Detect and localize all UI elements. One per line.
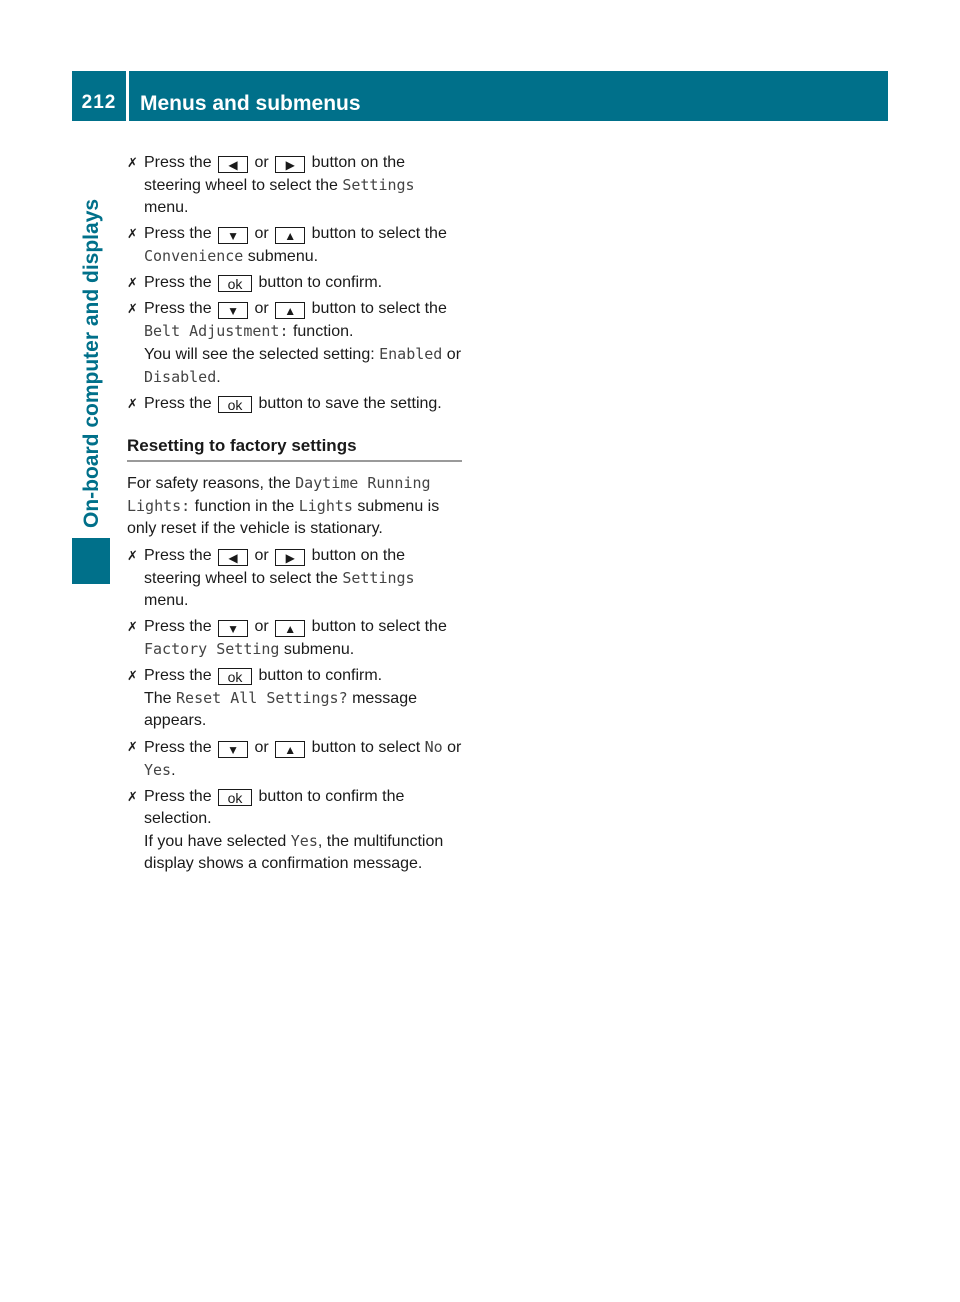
step-arrow-icon: ✗ xyxy=(127,396,138,411)
main-content xyxy=(127,152,462,879)
up-button-icon: ▲ xyxy=(275,302,305,319)
instruction-step: ✗ Press the ok button to confirm. The Reset All Settings? message appears. xyxy=(127,667,417,729)
section-heading: Resetting to factory settings xyxy=(127,435,462,462)
step-arrow-icon: ✗ xyxy=(127,548,138,563)
step-arrow-icon: ✗ xyxy=(127,301,138,316)
section-title: Menus and submenus xyxy=(140,92,361,115)
step-arrow-icon: ✗ xyxy=(127,155,138,170)
instruction-step: ✗ Press the ▼ or ▲ button to select the Belt Adjustment: function. You will see the selected setting: Enabled or Disabled. xyxy=(127,300,462,386)
up-button-icon: ▲ xyxy=(275,620,305,637)
side-tab-label: On-board computer and displays xyxy=(80,198,103,528)
header-divider xyxy=(126,71,129,121)
down-button-icon: ▼ xyxy=(218,620,248,637)
right-button-icon: ▶ xyxy=(275,549,305,566)
down-button-icon: ▼ xyxy=(218,227,248,244)
instruction-step: ✗ Press the ▼ or ▲ button to select the Convenience submenu. xyxy=(127,225,447,265)
instruction-step: ✗ Press the ◀ or ▶ button on the steering wheel to select the Settings menu. xyxy=(127,154,415,216)
ok-button-icon: ok xyxy=(218,668,252,685)
left-button-icon: ◀ xyxy=(218,549,248,566)
step-arrow-icon: ✗ xyxy=(127,619,138,634)
step-arrow-icon: ✗ xyxy=(127,226,138,241)
side-tab-marker xyxy=(72,538,110,584)
left-button-icon: ◀ xyxy=(218,156,248,173)
instruction-step: ✗ Press the ok button to confirm. xyxy=(127,274,383,292)
ok-button-icon: ok xyxy=(218,789,252,806)
right-button-icon: ▶ xyxy=(275,156,305,173)
page-number: 212 xyxy=(81,92,117,113)
ok-button-icon: ok xyxy=(218,396,252,413)
step-arrow-icon: ✗ xyxy=(127,739,138,754)
down-button-icon: ▼ xyxy=(218,741,248,758)
up-button-icon: ▲ xyxy=(275,741,305,758)
instruction-step: ✗ Press the ◀ or ▶ button on the steering wheel to select the Settings menu. xyxy=(127,547,415,609)
ok-button-icon: ok xyxy=(218,275,252,292)
down-button-icon: ▼ xyxy=(218,302,248,319)
step-arrow-icon: ✗ xyxy=(127,789,138,804)
instruction-step: ✗ Press the ▼ or ▲ button to select the Factory Setting submenu. xyxy=(127,618,447,658)
intro-paragraph: For safety reasons, the Daytime Running Lights: function in the Lights submenu is only reset if the vehicle is stationary. xyxy=(127,474,440,537)
instruction-step: ✗ Press the ok button to confirm the selection. If you have selected Yes, the multifunction display shows a confirmation message. xyxy=(127,788,444,872)
instruction-step: ✗ Press the ▼ or ▲ button to select No or Yes. xyxy=(127,738,462,779)
step-arrow-icon: ✗ xyxy=(127,275,138,290)
instruction-step: ✗ Press the ok button to save the setting. xyxy=(127,395,442,413)
step-arrow-icon: ✗ xyxy=(127,668,138,683)
up-button-icon: ▲ xyxy=(275,227,305,244)
